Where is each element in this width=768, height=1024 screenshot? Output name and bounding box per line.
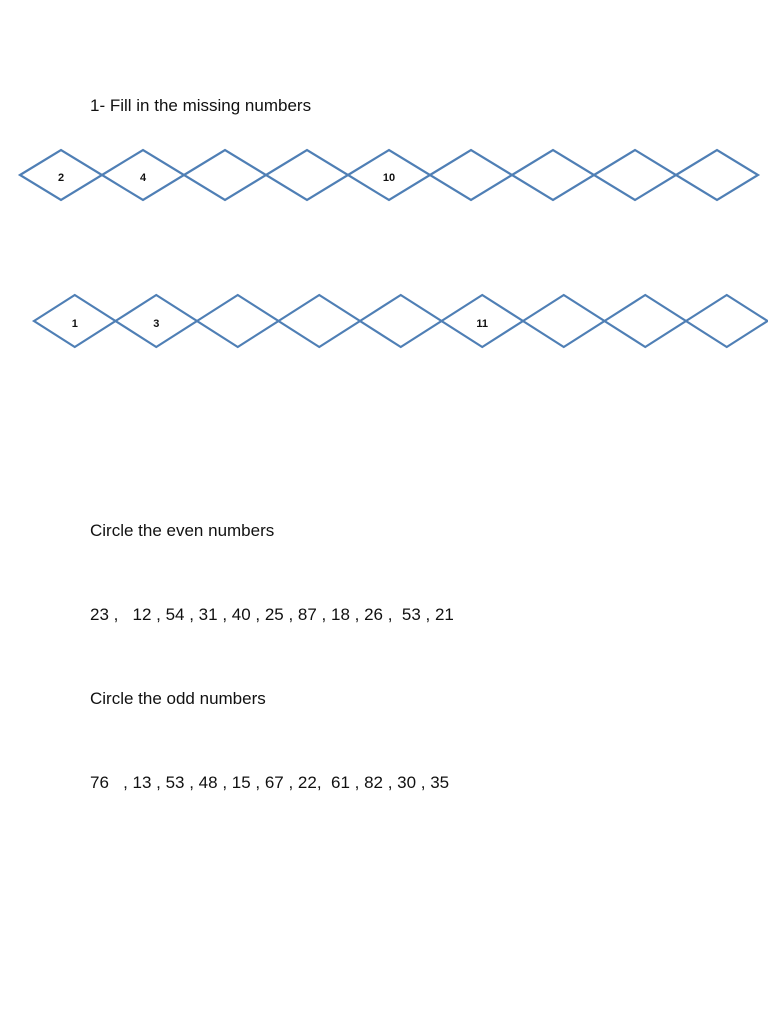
diamond-cell[interactable] (594, 150, 676, 200)
diamond-cell[interactable] (184, 150, 266, 200)
diamond-cell[interactable] (360, 295, 442, 347)
diamond-cell-value: 1 (71, 317, 78, 330)
diamond-row-1 (0, 145, 768, 205)
diamond-cell[interactable] (512, 150, 594, 200)
diamond-row-2 (0, 291, 768, 351)
even-numbers-list[interactable]: 23 , 12 , 54 , 31 , 40 , 25 , 87 , 18 , 26 , 53 , 21 (90, 605, 454, 624)
diamond-cell-value: 3 (153, 317, 160, 330)
even-numbers-title: Circle the even numbers (90, 521, 275, 540)
odd-numbers-title: Circle the odd numbers (90, 689, 266, 708)
diamond-cell[interactable] (523, 295, 605, 347)
diamond-cell-value: 2 (57, 171, 65, 184)
diamond-cell[interactable] (266, 150, 348, 200)
diamond-cell-value: 4 (139, 171, 147, 184)
diamond-cell-value: 10 (382, 171, 396, 184)
diamond-cell-value: 11 (476, 317, 489, 330)
diamond-cell[interactable] (605, 295, 687, 347)
diamond-cell[interactable] (676, 150, 758, 200)
diamond-cell[interactable] (686, 295, 768, 347)
question-1-title: 1- Fill in the missing numbers (90, 96, 312, 115)
diamond-cell[interactable] (279, 295, 361, 347)
odd-numbers-list[interactable]: 76 , 13 , 53 , 48 , 15 , 67 , 22, 61 , 82 , 30 , 35 (90, 773, 450, 792)
diamond-cell[interactable] (430, 150, 512, 200)
diamond-cell[interactable] (197, 295, 279, 347)
